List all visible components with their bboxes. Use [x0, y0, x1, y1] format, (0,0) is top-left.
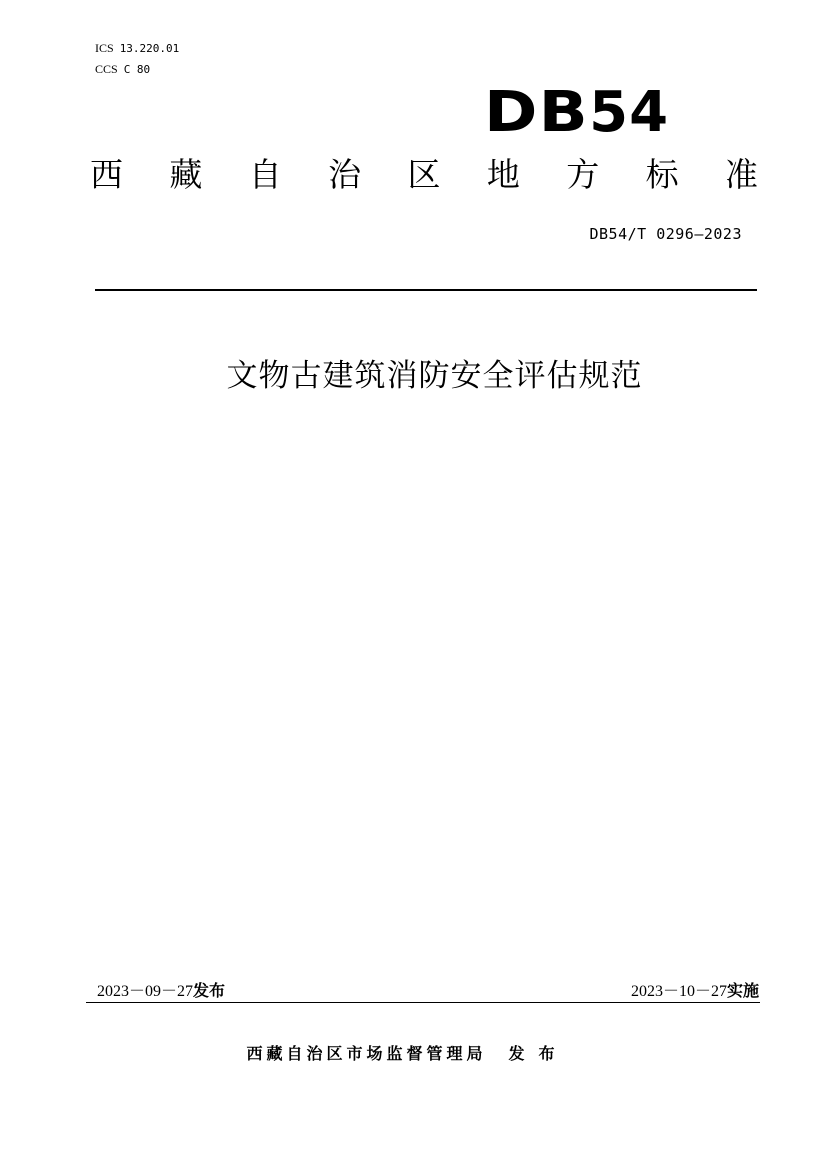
standard-type-char: 准 [725, 155, 758, 194]
logo-number: 54 [589, 80, 670, 145]
standard-type-char: 藏 [169, 155, 203, 194]
logo-letters: DB [484, 80, 589, 145]
ics-value: 13.220.01 [119, 42, 180, 55]
standard-type-char: 标 [645, 155, 679, 194]
ccs-label: CCS [95, 62, 118, 76]
issuer-line [0, 1043, 815, 1065]
issuer-action: 发布 [508, 1044, 569, 1063]
effective-date [631, 980, 759, 1003]
ccs-classification [95, 61, 150, 78]
standard-type-heading [90, 150, 758, 200]
ics-classification [95, 40, 179, 57]
publish-date [97, 980, 225, 1003]
issuer-organization: 西藏自治区市场监督管理局 [246, 1044, 487, 1063]
standard-type-char: 区 [407, 155, 441, 194]
standard-type-char: 西 [90, 155, 123, 194]
header-divider [95, 289, 757, 291]
effective-date-suffix: 实施 [726, 981, 759, 1000]
standard-type-char: 地 [486, 155, 520, 194]
ccs-value: C 80 [123, 63, 151, 76]
document-title: 文物古建筑消防安全评估规范 [226, 358, 643, 394]
standard-type-char: 方 [566, 155, 600, 194]
ics-label: ICS [95, 41, 114, 55]
standard-type-char: 自 [248, 155, 282, 194]
publish-date-value: 2023－09－27 [97, 983, 194, 1000]
standard-type-char: 治 [328, 155, 362, 194]
footer-divider [86, 1002, 760, 1003]
standard-code: DB54/T 0296—2023 [589, 225, 742, 243]
db54-logo [484, 80, 694, 145]
publish-date-suffix: 发布 [193, 981, 226, 1000]
effective-date-value: 2023－10－27 [630, 983, 727, 1000]
